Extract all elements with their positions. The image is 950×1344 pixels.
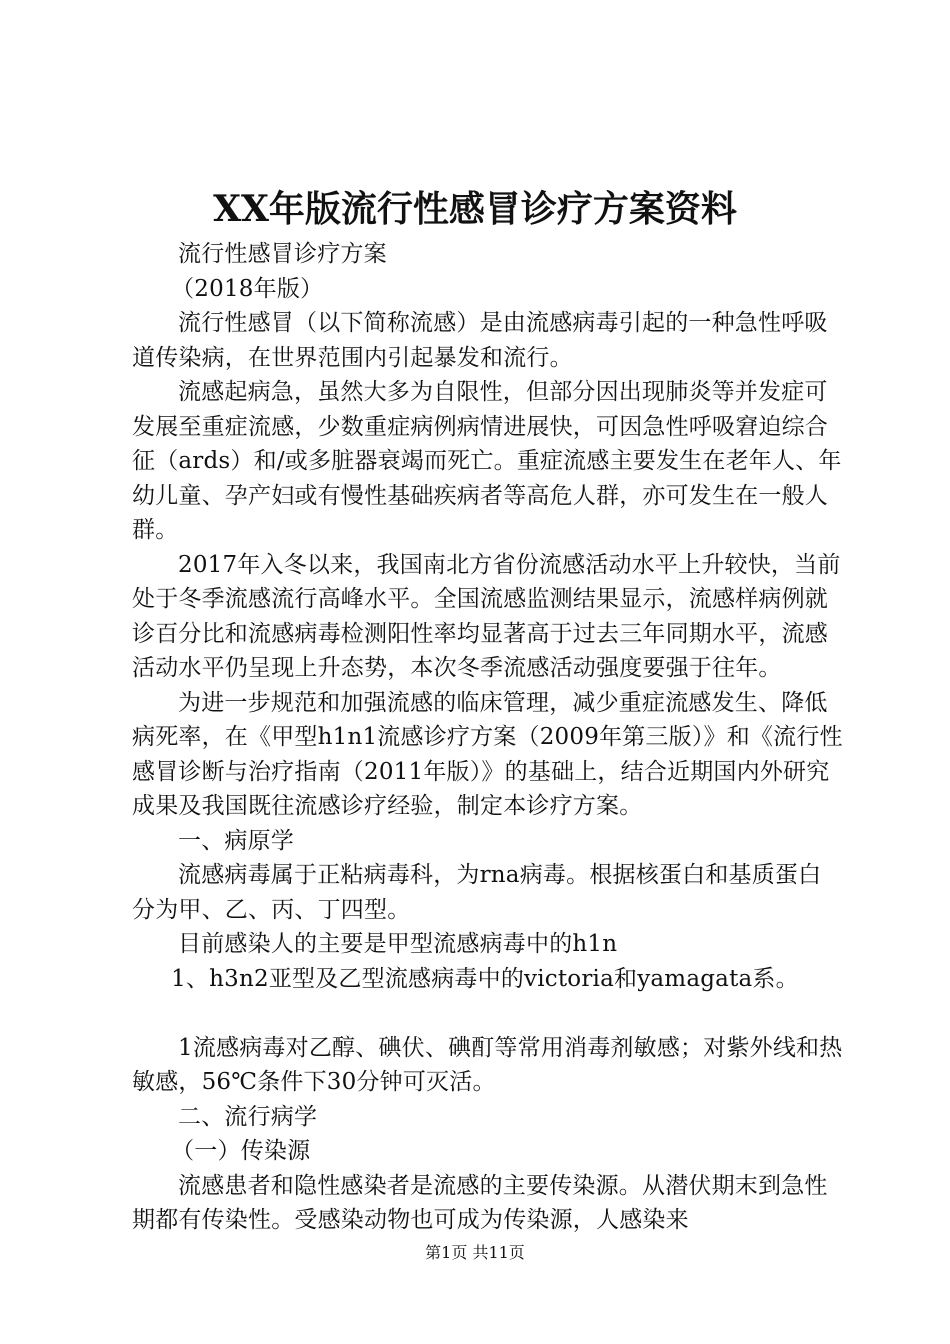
blank-line (132, 996, 844, 1031)
edition-paragraph: （2018年版） (171, 275, 324, 302)
body-paragraph: 为进一步规范和加强流感的临床管理，减少重症流感发生、降低病死率，在《甲型h1n1流感诊疗方案（2009年第三版）》和《流行性感冒诊断与治疗指南（2011年版）》的基础上，结合近期国内外研究成果及我国既往流感诊疗经验，制定本诊疗方案。 (132, 689, 843, 819)
document-title: XX年版流行性感冒诊疗方案资料 (213, 188, 737, 230)
document-body (132, 237, 844, 1238)
body-paragraph: 2017年入冬以来，我国南北方省份流感活动水平上升较快，当前处于冬季流感流行高峰水平。全国流感监测结果显示，流感样病例就诊百分比和流感病毒检测阳性率均显著高于过去三年同期水平，流感活动水平仍呈现上升态势，本次冬季流感活动强度要强于往年。 (132, 551, 841, 681)
body-paragraph: 流感患者和隐性感染者是流感的主要传染源。从潜伏期末到急性期都有传染性。受感染动物也可成为传染源，人感染来 (132, 1172, 828, 1233)
section-heading: 一、病原学 (178, 827, 294, 854)
section-heading: 二、流行病学 (178, 1103, 318, 1130)
body-paragraph: 流感病毒属于正粘病毒科，为rna病毒。根据核蛋白和基质蛋白分为甲、乙、丙、丁四型。 (132, 862, 822, 923)
body-paragraph: 流感起病急，虽然大多为自限性，但部分因出现肺炎等并发症可发展至重症流感，少数重症病例病情进展快，可因急性呼吸窘迫综合征（ards）和/或多脏器衰竭而死亡。重症流感主要发生在老年人、年幼儿童、孕产妇或有慢性基础疾病者等高危人群，亦可发生在一般人群。 (132, 379, 842, 543)
body-paragraph: 1流感病毒对乙醇、碘伏、碘酊等常用消毒剂敏感；对紫外线和热敏感，56℃条件下30分钟可灭活。 (132, 1034, 843, 1095)
body-paragraph: 流行性感冒（以下简称流感）是由流感病毒引起的一种急性呼吸道传染病，在世界范围内引起暴发和流行。 (132, 310, 828, 371)
subtitle-paragraph: 流行性感冒诊疗方案 (178, 241, 387, 267)
page-footer: 第1页 共11页 (425, 1243, 525, 1262)
subsection-heading: （一）传染源 (171, 1138, 311, 1164)
body-paragraph: 目前感染人的主要是甲型流感病毒中的h1n (178, 931, 618, 957)
body-paragraph: 1、h3n2亚型及乙型流感病毒中的victoria和yamagata系。 (171, 965, 799, 992)
